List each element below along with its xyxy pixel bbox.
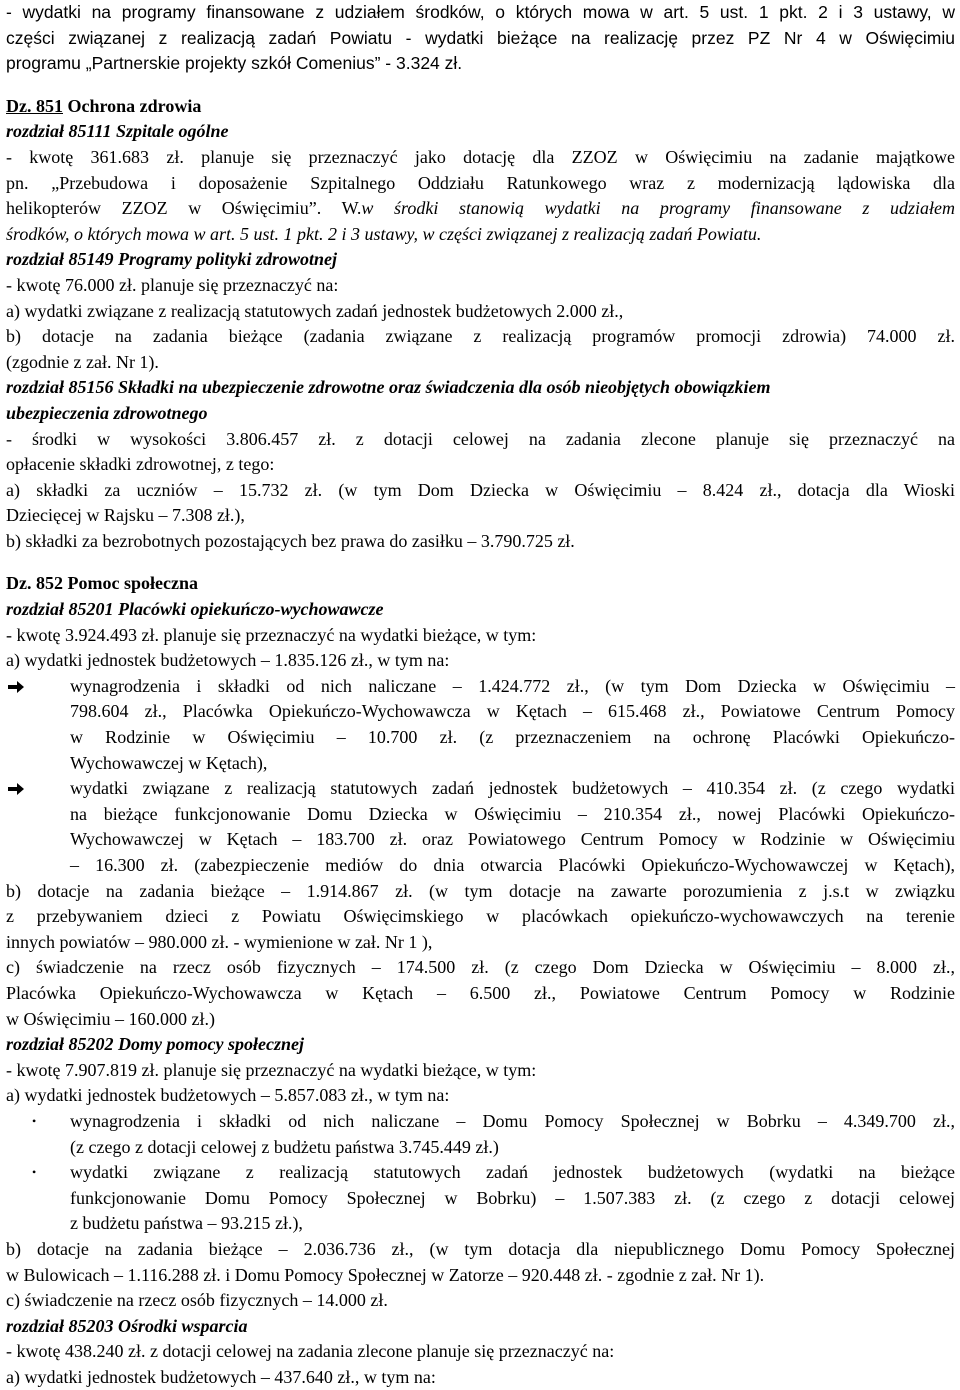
subsection-title: rozdział 85202 Domy pomocy społecznej [6,1034,304,1055]
subsection-title: rozdział 85111 Szpitale ogólne [6,121,229,142]
subsection-title: rozdział 85203 Ośrodki wsparcia [6,1315,248,1336]
text-line: opłacenie składki zdrowotnej, z tego: [6,454,275,475]
text-line: a) wydatki jednostek budżetowych – 1.835.126 zł., w tym na: [6,650,450,671]
subsection-title: rozdział 85201 Placówki opiekuńczo-wychowawcze [6,599,384,620]
text-line: Placówka Opiekuńczo-Wychowawcza w Kętach – 6.500 zł., Powiatowe Centrum Pomocy w Rodzinie [6,982,955,1003]
text-line: - wydatki na programy finansowane z udziałem środków, o których mowa w art. 5 ust. 1 pkt. 2 i 3 ustawy, w [6,2,955,22]
text-line: Dziecięcej w Rajsku – 7.308 zł.), [6,505,245,526]
text-line: w Bulowicach – 1.116.288 zł. i Domu Pomocy Społecznej w Zatorze – 920.448 zł. - zgodnie z zał. Nr 1). [6,1264,765,1285]
text-line: środków, o których mowa w art. 5 ust. 1 pkt. 2 i 3 ustawy, w części związanej z realizacją zadań Powiatu. [6,223,762,244]
text-line: wynagrodzenia i składki od nich naliczane – 1.424.772 zł., (w tym Dom Dziecka w Oświęcimiu – [70,675,955,696]
text-line: – 16.300 zł. (zabezpieczenie mediów do dnia otwarcia Placówki Opiekuńczo-Wychowawczej w Kętach), [70,855,955,875]
text-line: Wychowawczej w Kętach – 183.700 zł. oraz Powiatowego Centrum Pomocy w Rodzinie w Oświęcimiu [70,829,955,850]
subsection-title: rozdział 85156 Składki na ubezpieczenie zdrowotne oraz świadczenia dla osób nieobjętych obowiązkiem [6,377,771,398]
bullet-item [6,1160,955,1237]
text-line: z budżetu państwa – 93.215 zł.), [70,1213,303,1234]
section-dz-851 [6,94,955,555]
text-line: w Oświęcimiu – 160.000 zł.) [6,1008,215,1029]
text-line: c) świadczenie na rzecz osób fizycznych – 174.500 zł. (z czego Dom Dziecka w Oświęcimiu – 8.000 zł., [6,957,955,978]
text-line: (z czego z dotacji celowej z budżetu państwa 3.745.449 zł.) [70,1136,499,1157]
text-line: a) składki za uczniów – 15.732 zł. (w tym Dom Dziecka w Oświęcimiu – 8.424 zł., dotacja dla Wioski [6,479,955,500]
text-line: b) dotacje na zadania bieżące (zadania związane z realizacją programów promocji zdrowia) 74.000 zł. [6,326,955,347]
text-line: b) dotacje na zadania bieżące – 2.036.736 zł., (w tym dotacja dla niepublicznego Domu Pomocy Społecznej [6,1238,955,1259]
text-line: na bieżące funkcjonowanie Domu Dziecka w Oświęcimiu – 210.354 zł., nowej Placówki Opiekuńczo- [70,803,955,824]
subsection-title: rozdział 85149 Programy polityki zdrowotnej [6,249,338,270]
text-line: (zgodnie z zał. Nr 1). [6,351,159,372]
text-line: 798.604 zł., Placówka Opiekuńczo-Wychowawcza w Kętach – 615.468 zł., Powiatowe Centrum Pomocy [70,701,955,722]
text-line [6,196,955,222]
text-line: - kwotę 7.907.819 zł. planuje się przeznaczyć na wydatki bieżące, w tym: [6,1059,537,1080]
bullet-dot-icon: • [32,1165,37,1180]
text-line: pn. „Przebudowa i doposażenie Szpitalnego Oddziału Ratunkowego wraz z modernizacją lądowiska dla [6,172,955,193]
text-line: wynagrodzenia i składki od nich naliczane – Domu Pomocy Społecznej w Bobrku – 4.349.700 zł., [70,1110,955,1131]
text-line: wydatki związane z realizacją statutowych zadań jednostek budżetowych (wydatki na bieżące [70,1162,955,1183]
text-line: - kwotę 438.240 zł. z dotacji celowej na zadania zlecone planuje się przeznaczyć na: [6,1341,615,1362]
text-line: c) świadczenie na rzecz osób fizycznych – 14.000 zł. [6,1290,388,1311]
text-line: części związanej z realizacją zadań Powiatu - wydatki bieżące na realizację przez PZ Nr 4 w Oświęcimiu [6,27,955,48]
intro-paragraph [6,0,955,77]
bullet-item [6,674,955,776]
bullet-item [6,1109,955,1160]
text-line: - kwotę 76.000 zł. planuje się przeznaczyć na: [6,274,339,295]
bullet-item [6,776,955,878]
arrow-icon [6,674,70,700]
arrow-icon [6,776,70,802]
section-dz-852 [6,571,955,1390]
section-heading: Dz. 852 Pomoc społeczna [6,573,198,594]
text-line: b) dotacje na zadania bieżące – 1.914.867 zł. (w tym dotacje na zawarte porozumienia z j.s.t w związku [6,880,955,901]
text-line: - środki w wysokości 3.806.457 zł. z dotacji celowej na zadania zlecone planuje się przeznaczyć na [6,428,955,449]
text-span: helikopterów ZZOZ w Oświęcimiu”. W. [6,198,362,219]
section-number: Dz. 851 [6,95,63,116]
text-line: w Rodzinie w Oświęcimiu – 10.700 zł. (z przeznaczeniem na ochronę Placówki Opiekuńczo- [70,727,955,748]
text-line: a) wydatki jednostek budżetowych – 437.640 zł., w tym na: [6,1366,436,1387]
text-line: - kwotę 361.683 zł. planuje się przeznaczyć jako dotację dla ZZOZ w Oświęcimiu na zadanie majątkowe [6,146,955,167]
text-line: innych powiatów – 980.000 zł. - wymienione w zał. Nr 1 ), [6,931,433,952]
text-line: funkcjonowanie Domu Pomocy Społecznej w Bobrku) – 1.507.383 zł. (z czego z dotacji celowej [70,1187,955,1208]
text-line: a) wydatki jednostek budżetowych – 5.857.083 zł., w tym na: [6,1085,450,1106]
text-line: programu „Partnerskie projekty szkół Comenius” - 3.324 zł. [6,53,463,74]
section-heading [6,94,955,120]
text-line: Wychowawczej w Kętach), [70,752,268,773]
text-line: wydatki związane z realizacją statutowych zadań jednostek budżetowych – 410.354 zł. (z czego wydatki [70,778,955,799]
subsection-title: ubezpieczenia zdrowotnego [6,402,208,423]
section-title: Ochrona zdrowia [63,95,202,116]
bullet-dot-icon: • [32,1114,37,1129]
text-line: - kwotę 3.924.493 zł. planuje się przeznaczyć na wydatki bieżące, w tym: [6,624,537,645]
text-line: b) składki za bezrobotnych pozostających bez prawa do zasiłku – 3.790.725 zł. [6,530,575,551]
text-line: z przebywaniem dzieci z Powiatu Oświęcimskiego w placówkach opiekuńczo-wychowawczych na terenie [6,906,955,927]
italic-span: w środki stanowią wydatki na programy finansowane z udziałem [361,198,955,219]
text-line: a) wydatki związane z realizacją statutowych zadań jednostek budżetowych 2.000 zł., [6,300,624,321]
